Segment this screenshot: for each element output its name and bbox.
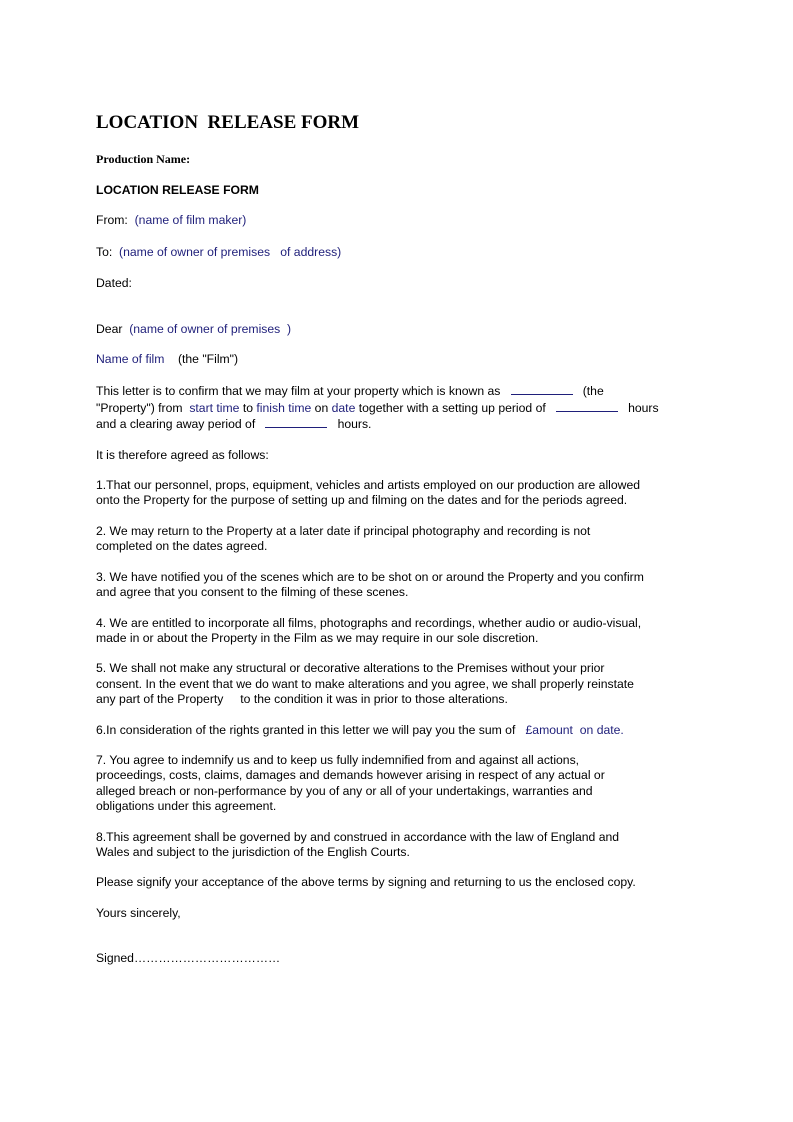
- from-value: (name of film maker): [134, 213, 247, 228]
- start-time-value: start time: [189, 400, 240, 415]
- dear-value: (name of owner of premises ): [129, 321, 292, 336]
- form-subtitle: LOCATION RELEASE FORM: [96, 183, 259, 197]
- setup-hours-blank: [556, 400, 618, 412]
- finish-time-value: finish time: [256, 400, 312, 415]
- film-suffix: (the "Film"): [177, 352, 239, 367]
- film-name-line: [96, 352, 696, 367]
- confirm-line-1: This letter is to confirm that we may film at your property which is known as (the: [96, 384, 604, 399]
- letter-body: [96, 110, 696, 967]
- dated-label: Dated:: [96, 276, 132, 291]
- agreed-line: It is therefore agreed as follows:: [96, 447, 269, 462]
- clause-2: 2. We may return to the Property at a later date if principal photography and recording is not completed on the dates agreed.: [96, 523, 591, 554]
- dear-label: Dear: [96, 321, 123, 336]
- dear-line: [96, 322, 696, 337]
- dated-line: [96, 276, 696, 291]
- signed-label: Signed: [96, 951, 134, 966]
- clause-6: 6.In consideration of the rights granted in this letter we will pay you the sum of £amount on date.: [96, 722, 624, 737]
- production-name-label: Production Name:: [96, 152, 191, 166]
- date-value: date: [331, 400, 356, 415]
- to-line: [96, 245, 696, 260]
- clause-4: 4. We are entitled to incorporate all films, photographs and recordings, whether audio or audio-visual, made in or about the Property in the Film as we may require in our sole discretion.: [96, 615, 642, 645]
- confirm-line-2: "Property") from start time to finish time on date together with a setting up period of hours: [96, 400, 659, 415]
- clause-8: 8.This agreement shall be governed by and construed in accordance with the law of England and Wales and subject to the jurisdiction of the English Courts.: [96, 829, 620, 859]
- confirm-paragraph: [96, 383, 696, 432]
- clause-7: 7. You agree to indemnify us and to keep us fully indemnified from and against all actions, proceedings, costs, claims, damages and demands however arising in respect of any actual or alleged breach or non-performance by you of any or all of your undertakings, warranties and obligations under this agreement.: [96, 752, 605, 814]
- confirm-line-3: and a clearing away period of hours.: [96, 417, 372, 432]
- clause-3: 3. We have notified you of the scenes which are to be shot on or around the Property and you confirm and agree that you consent to the filming of these scenes.: [96, 569, 644, 600]
- signature-line: [96, 951, 696, 966]
- signature-dots: ………………………………: [133, 951, 281, 966]
- from-label: From:: [96, 213, 128, 228]
- signify-line: Please signify your acceptance of the above terms by signing and returning to us the enclosed copy.: [96, 875, 636, 890]
- from-line: [96, 213, 696, 228]
- film-name: Name of film: [96, 352, 165, 367]
- property-name-blank: [511, 383, 573, 395]
- amount-value: £amount: [525, 722, 573, 737]
- clause-5: 5. We shall not make any structural or decorative alterations to the Premises without your prior consent. In the event that we do want to make alterations and you agree, we shall properly reinstate any part of the Property to the condition it was in prior to those alterations.: [96, 661, 634, 707]
- form-title: LOCATION RELEASE FORM: [96, 112, 360, 133]
- to-label: To:: [96, 244, 113, 259]
- closing-line: Yours sincerely,: [96, 905, 181, 920]
- payment-date-value: date: [596, 722, 621, 737]
- clause-1: 1.That our personnel, props, equipment, vehicles and artists employed on our production are allowed onto the Property for the purpose of setting up and filming on the dates and for the periods agreed.: [96, 478, 641, 508]
- clearing-hours-blank: [265, 416, 327, 428]
- to-value: (name of owner of premises of address): [119, 244, 342, 259]
